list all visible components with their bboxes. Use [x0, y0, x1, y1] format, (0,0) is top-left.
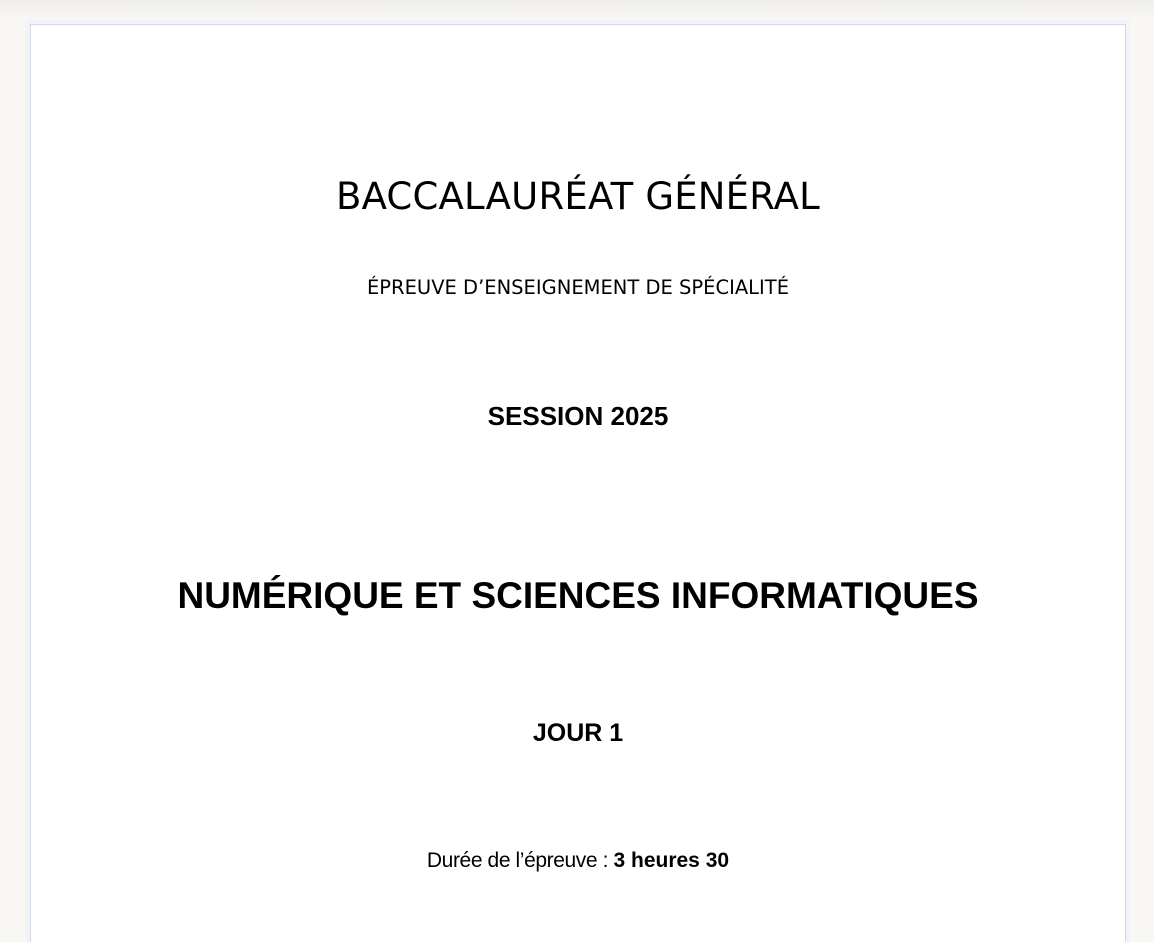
exam-subtitle: ÉPREUVE D’ENSEIGNEMENT DE SPÉCIALITÉ	[366, 276, 790, 299]
document-page	[30, 24, 1126, 942]
day-label: JOUR 1	[532, 719, 624, 747]
session-label: SESSION 2025	[487, 401, 669, 431]
exam-duration	[31, 849, 1125, 873]
duration-label: Durée de l’épreuve :	[426, 849, 614, 872]
duration-value: 3 heures 30	[613, 849, 730, 872]
viewer-top-shadow	[0, 0, 1154, 18]
exam-type-heading: BACCALAURÉAT GÉNÉRAL	[335, 175, 820, 218]
subject-title: NUMÉRIQUE ET SCIENCES INFORMATIQUES	[177, 575, 979, 616]
